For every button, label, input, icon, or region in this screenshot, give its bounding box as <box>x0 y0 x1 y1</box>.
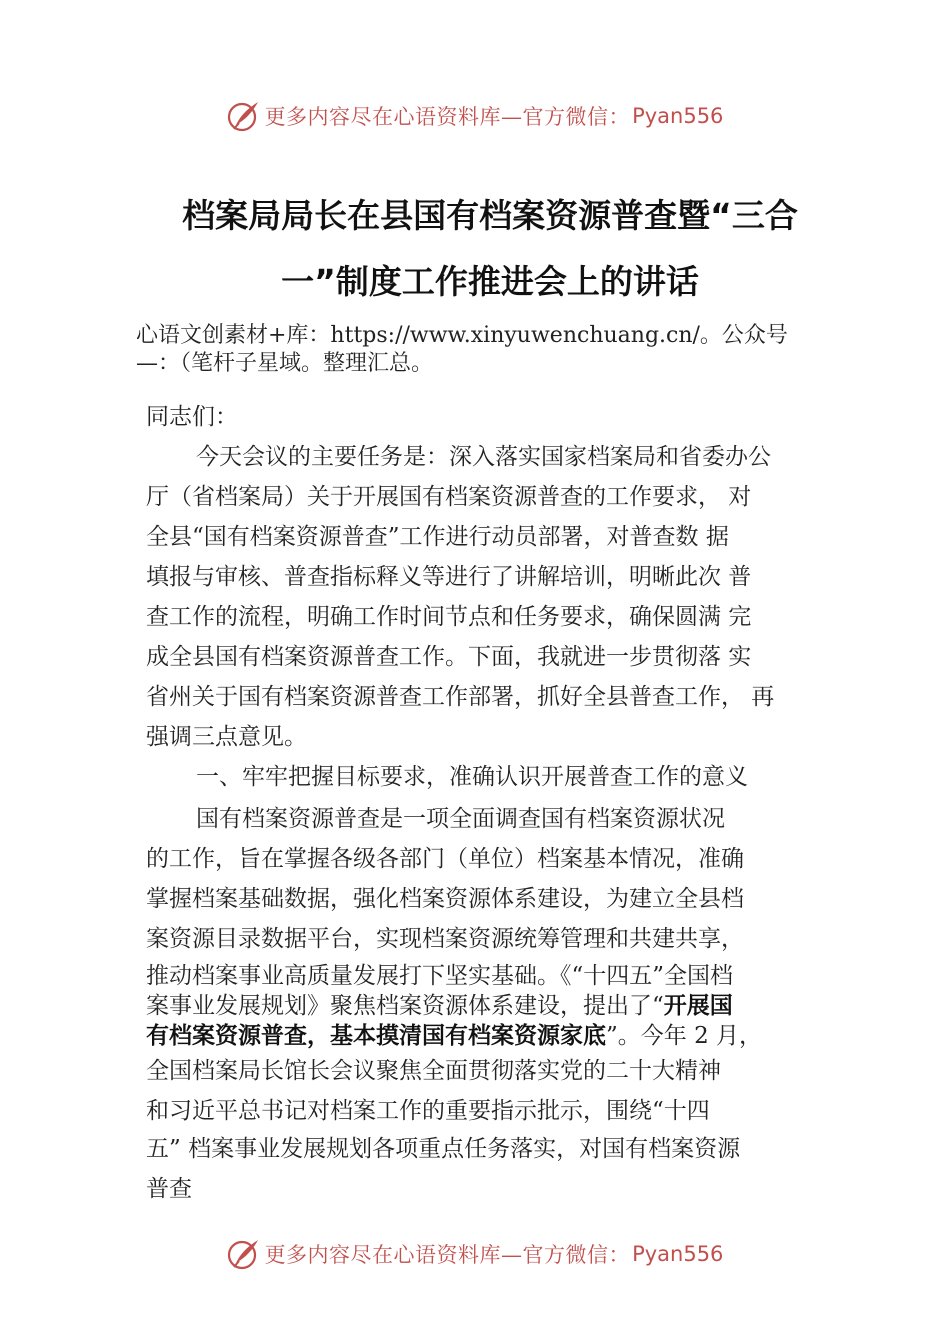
watermark-banner-bottom <box>0 1234 950 1274</box>
paragraph-line: 推动档案事业高质量发展打下坚实基础。《“十四五”全国档 <box>146 963 734 989</box>
paragraph-line: 全县“国有档案资源普查”工作进行动员部署，对普查数 据 <box>146 524 729 550</box>
section-heading: 一、牢牢把握目标要求，准确认识开展普查工作的意义 <box>196 764 748 790</box>
paragraph-line: 全国档案局长馆长会议聚焦全面贯彻落实党的二十大精神 <box>146 1058 721 1084</box>
paragraph-line: 普查 <box>146 1176 192 1202</box>
emphasis-text: 开展国 <box>663 993 733 1019</box>
paragraph-line: 强调三点意见。 <box>146 724 307 750</box>
paragraph-line: 案资源目录数据平台，实现档案资源统筹管理和共建共享， <box>146 926 744 952</box>
quill-logo-icon <box>227 99 261 133</box>
source-note-line-2: —：（笔杆子星域。整理汇总。 <box>136 351 434 376</box>
paragraph-line: 的工作，旨在掌握各级各部门（单位）档案基本情况，准确 <box>146 846 744 872</box>
watermark-account: Pyan556 <box>632 104 724 128</box>
paragraph-line-with-emphasis <box>146 1017 762 1050</box>
source-note-line-1: 心语文创素材+库：https://www.xinyuwenchuang.cn/。公众号 <box>136 323 788 348</box>
paragraph-line: 掌握档案基础数据，强化档案资源体系建设，为建立全县档 <box>146 886 744 912</box>
paragraph-line: 五” 档案事业发展规划各项重点任务落实，对国有档案资源 <box>146 1136 741 1162</box>
paragraph-text: 案事业发展规划》聚焦档案资源体系建设，提出了“ <box>146 993 664 1019</box>
document-title-line-1: 档案局局长在县国有档案资源普查暨“三合 <box>182 196 798 235</box>
paragraph-line: 今天会议的主要任务是：深入落实国家档案局和省委办公 <box>196 444 771 470</box>
paragraph-line-with-emphasis <box>146 987 733 1020</box>
paragraph-text: ”。今年 2 月， <box>606 1023 763 1049</box>
paragraph-line: 国有档案资源普查是一项全面调查国有档案资源状况 <box>196 806 725 832</box>
paragraph-line: 查工作的流程，明确工作时间节点和任务要求，确保圆满 完 <box>146 604 752 630</box>
source-note <box>136 322 856 378</box>
paragraph-line: 和习近平总书记对档案工作的重要指示批示，围绕“十四 <box>146 1098 710 1124</box>
watermark-text: 更多内容尽在心语资料库—官方微信： <box>264 1243 631 1267</box>
paragraph-line: 厅（省档案局）关于开展国有档案资源普查的工作要求， 对 <box>146 484 752 510</box>
greeting: 同志们： <box>146 404 238 430</box>
paragraph-line: 成全县国有档案资源普查工作。下面，我就进一步贯彻落 实 <box>146 644 752 670</box>
document-title-line-2: 一”制度工作推进会上的讲话 <box>281 262 699 301</box>
watermark-banner-top <box>0 96 950 136</box>
paragraph-line: 省州关于国有档案资源普查工作部署，抓好全县普查工作， 再 <box>146 684 775 710</box>
watermark-account: Pyan556 <box>632 1242 724 1266</box>
paragraph-line: 填报与审核、普查指标释义等进行了讲解培训，明晰此次 普 <box>146 564 752 590</box>
watermark-text: 更多内容尽在心语资料库—官方微信： <box>264 105 631 129</box>
emphasis-text: 有档案资源普查，基本摸清国有档案资源家底 <box>146 1023 606 1049</box>
quill-logo-icon <box>227 1237 261 1271</box>
